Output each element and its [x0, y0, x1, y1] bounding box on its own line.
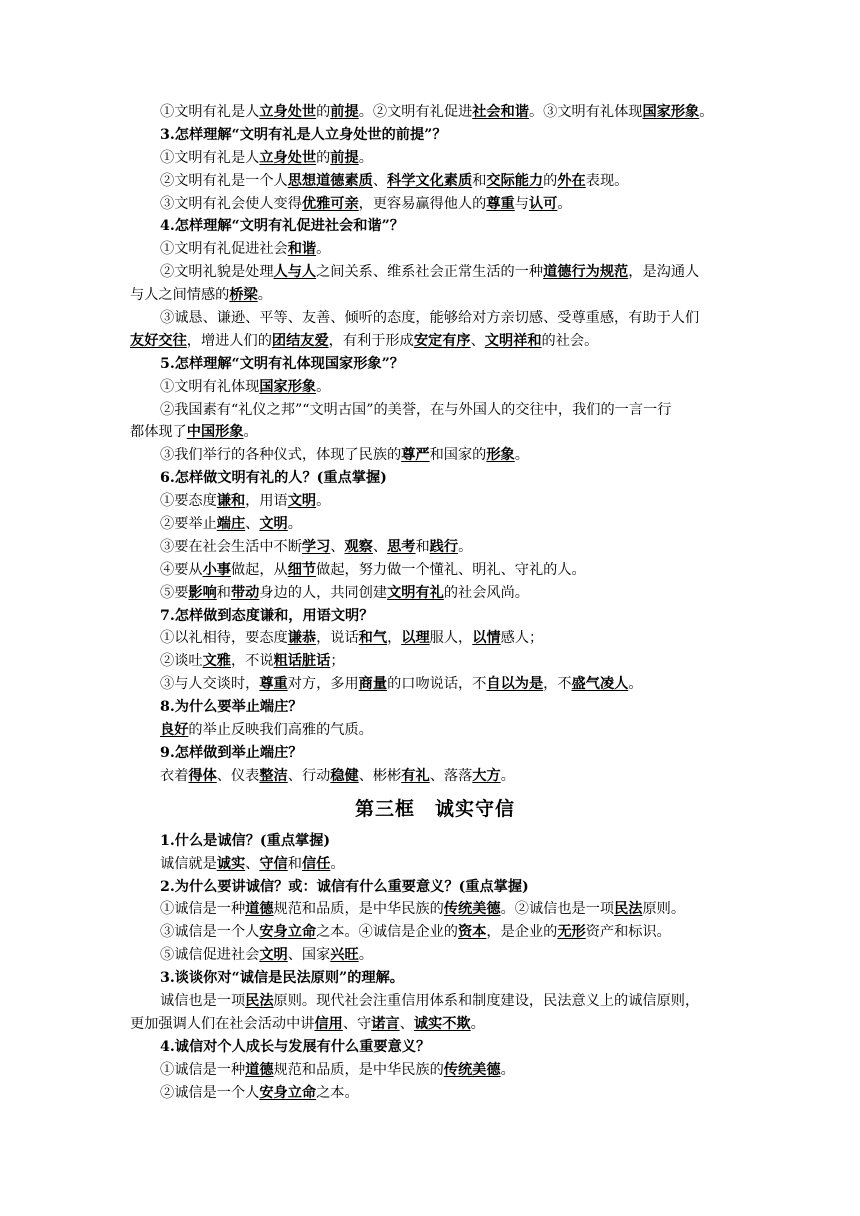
question-line — [130, 467, 740, 490]
text-segment: ⑤要 — [160, 584, 189, 601]
text-line — [130, 1059, 740, 1082]
text-line — [130, 193, 740, 216]
keyword: 思想道德素质 — [287, 172, 373, 189]
text-segment: 和 — [287, 855, 302, 872]
text-segment: ③诚恳、谦逊、平等、友善、倾听的态度，能够给对方亲切感、受尊重感，有助于人们 — [160, 310, 700, 327]
keyword: 诺言 — [371, 1015, 400, 1032]
keyword: 兴旺 — [330, 947, 359, 964]
keyword: 友好交往 — [130, 332, 187, 349]
text-segment: 。②文明有礼促进 — [358, 104, 473, 120]
question-line — [130, 215, 740, 238]
text-segment: 、落落 — [429, 767, 473, 784]
text-segment: ③要在社会生活中不断 — [160, 538, 302, 555]
text-segment: 7.怎样做到态度谦和，用语文明？ — [160, 607, 374, 624]
keyword: 文明有礼 — [387, 584, 444, 601]
text-segment: 衣着 — [160, 767, 189, 784]
text-segment: 。 — [500, 767, 515, 784]
text-line — [130, 444, 740, 467]
text-segment: ①文明有礼是人 — [160, 149, 260, 166]
text-line — [130, 719, 740, 742]
text-segment: 、 — [372, 538, 388, 555]
keyword: 观察 — [344, 538, 373, 555]
keyword: 和气 — [358, 630, 388, 647]
keyword: 小事 — [202, 561, 231, 578]
text-segment: 、国家 — [287, 947, 331, 964]
text-segment: 4.诚信对个人成长与发展有什么重要意义？ — [160, 1038, 431, 1055]
question-line — [130, 353, 740, 376]
keyword: 谦和 — [216, 493, 246, 510]
text-segment: 第三框 诚实守信 — [354, 797, 515, 820]
text-segment: ，是沟通人 — [628, 264, 700, 281]
question-line — [130, 967, 740, 990]
text-line — [130, 170, 740, 193]
keyword: 良好 — [160, 722, 189, 739]
keyword: 立身处世 — [259, 149, 317, 166]
text-segment: 与 — [514, 195, 529, 212]
text-segment: 。 — [358, 947, 373, 964]
keyword: 安定有序 — [413, 332, 471, 349]
keyword: 文雅 — [202, 653, 231, 670]
keyword: 学习 — [301, 538, 331, 555]
keyword: 思考 — [387, 538, 416, 555]
keyword: 安身立命 — [259, 924, 317, 941]
text-segment: 和 — [415, 538, 430, 555]
text-segment: ②我国素有“礼仪之邦”“文明古国”的美誉，在与外国人的交往中，我们的一言一行 — [160, 401, 672, 418]
text-line — [130, 650, 740, 673]
text-segment: 9.怎样做到举止端庄？ — [160, 744, 303, 761]
text-segment: 。③文明有礼体现 — [528, 104, 643, 120]
text-line — [130, 307, 740, 330]
keyword: 道德 — [245, 901, 274, 918]
keyword: 有礼 — [401, 767, 430, 784]
text-segment: ， — [387, 630, 402, 647]
text-segment: 原则。现代社会注重信用体系和制度建设，民法意义上的诚信原则， — [273, 992, 700, 1009]
text-segment: 。 — [458, 538, 473, 555]
text-segment: 规范和品质，是中华民族的 — [273, 901, 444, 918]
text-segment: ①文明有礼体现 — [160, 378, 260, 395]
text-segment: ，增进人们的 — [186, 332, 272, 349]
text-segment: 都体现了 — [130, 424, 187, 441]
keyword: 前提 — [330, 104, 359, 120]
text-segment: 、 — [245, 855, 260, 872]
text-segment: 的 — [543, 172, 558, 189]
text-segment: 。 — [243, 424, 258, 441]
keyword: 民法 — [245, 992, 274, 1009]
text-segment: 、行动 — [287, 767, 331, 784]
keyword: 谦恭 — [287, 630, 317, 647]
text-line — [130, 330, 740, 353]
keyword: 形象 — [486, 447, 515, 464]
keyword: 优雅可亲 — [301, 195, 359, 212]
keyword: 无形 — [557, 924, 586, 941]
text-segment: 。 — [500, 1061, 515, 1078]
keyword: 文明 — [259, 516, 288, 533]
keyword: 以理 — [401, 630, 430, 647]
text-segment: 。 — [316, 493, 331, 510]
keyword: 文明 — [259, 947, 288, 964]
text-segment: ②文明有礼是一个人 — [160, 172, 288, 189]
text-segment: 3.谈谈你对“诚信是民法原则”的理解。 — [160, 970, 404, 987]
text-segment: 资产和标识。 — [585, 924, 671, 941]
text-segment: ，用语 — [245, 493, 288, 510]
keyword: 交际能力 — [486, 172, 544, 189]
text-segment: 的 — [316, 104, 331, 120]
keyword: 得体 — [188, 767, 217, 784]
keyword: 和谐 — [287, 241, 317, 258]
text-segment: 。 — [699, 104, 714, 120]
text-segment: ③我们举行的各种仪式，体现了民族的 — [160, 447, 402, 464]
text-segment: 2.为什么要讲诚信？或：诚信有什么重要意义？(重点掌握) — [160, 878, 529, 895]
keyword: 稳健 — [330, 767, 359, 784]
text-segment: 之间关系、维系社会正常生活的一种 — [316, 264, 544, 281]
text-segment: 做起，努力做一个懂礼、明礼、守礼的人。 — [316, 561, 586, 578]
keyword: 带动 — [230, 584, 260, 601]
text-segment: 服人， — [429, 630, 473, 647]
text-segment: 4.怎样理解“文明有礼促进社会和谐”？ — [160, 218, 404, 235]
keyword: 资本 — [457, 924, 487, 941]
text-segment: 规范和品质，是中华民族的 — [273, 1061, 444, 1078]
text-segment: 更加强调人们在社会活动中讲 — [130, 1015, 315, 1032]
text-line — [130, 238, 740, 261]
question-line — [130, 876, 740, 899]
keyword: 国家形象 — [259, 378, 317, 395]
text-segment: 。 — [287, 516, 302, 533]
text-segment: 。 — [358, 149, 373, 166]
text-segment: 。 — [316, 378, 331, 395]
keyword: 大方 — [472, 767, 501, 784]
text-segment: ③诚信是一个人 — [160, 924, 260, 941]
text-segment: ①要态度 — [160, 493, 217, 510]
text-segment: ④要从 — [160, 561, 203, 578]
keyword: 桥梁 — [229, 287, 258, 304]
keyword: 认可 — [528, 195, 558, 212]
section-heading — [130, 788, 740, 830]
text-segment: 6.怎样做文明有礼的人？(重点掌握) — [160, 470, 387, 487]
text-line — [130, 627, 740, 650]
text-segment: ③文明有礼会使人变得 — [160, 195, 302, 212]
keyword: 立身处世 — [259, 104, 317, 120]
text-line — [130, 990, 740, 1013]
text-line — [130, 101, 740, 124]
text-segment: ①诚信是一种 — [160, 1061, 246, 1078]
text-segment: 的 — [316, 149, 331, 166]
text-segment: 、 — [245, 516, 260, 533]
text-line — [130, 898, 740, 921]
keyword: 影响 — [188, 584, 217, 601]
text-segment: ①诚信是一种 — [160, 901, 246, 918]
keyword: 盛气凌人 — [571, 676, 629, 693]
text-segment: 之本。④诚信是企业的 — [316, 924, 458, 941]
text-segment: 和 — [216, 584, 231, 601]
text-segment: 、守 — [342, 1015, 372, 1032]
text-segment: 8.为什么要举止端庄？ — [160, 699, 303, 716]
text-segment: 。 — [628, 676, 643, 693]
text-segment: ，不 — [543, 676, 572, 693]
text-segment: ，有利于形成 — [328, 332, 414, 349]
keyword: 科学文化素质 — [387, 172, 473, 189]
text-line — [130, 921, 740, 944]
text-line — [130, 147, 740, 170]
text-segment: 、 — [470, 332, 485, 349]
keyword: 尊重 — [486, 195, 515, 212]
question-line — [130, 696, 740, 719]
text-segment: 的社会。 — [541, 332, 599, 349]
keyword: 以情 — [472, 630, 501, 647]
question-line — [130, 830, 740, 853]
keyword: 人与人 — [273, 264, 317, 281]
text-line — [130, 1013, 740, 1036]
text-segment: ①以礼相待，要态度 — [160, 630, 288, 647]
text-segment: ①文明有礼促进社会 — [160, 241, 288, 258]
keyword: 外在 — [557, 172, 586, 189]
text-segment: 诚信就是 — [160, 855, 217, 872]
text-line — [130, 490, 740, 513]
text-segment: 与人之间情感的 — [130, 287, 230, 304]
text-segment: 之本。 — [316, 1084, 359, 1101]
keyword: 信任 — [301, 855, 331, 872]
question-line — [130, 605, 740, 628]
keyword: 细节 — [287, 561, 317, 578]
text-line — [130, 673, 740, 696]
text-line — [130, 582, 740, 605]
text-segment: 表现。 — [585, 172, 629, 189]
question-line — [130, 742, 740, 765]
keyword: 民法 — [614, 901, 643, 918]
keyword: 尊严 — [401, 447, 430, 464]
text-segment: 、 — [330, 538, 345, 555]
text-segment: ，说话 — [316, 630, 359, 647]
keyword: 自以为是 — [486, 676, 544, 693]
text-segment: 5.怎样理解“文明有礼体现国家形象”？ — [160, 355, 404, 372]
question-line — [130, 1036, 740, 1059]
keyword: 商量 — [358, 676, 388, 693]
text-segment: 。 — [257, 287, 272, 304]
document-body — [130, 101, 740, 1104]
text-line — [130, 944, 740, 967]
text-segment: 、仪表 — [216, 767, 260, 784]
text-line — [130, 536, 740, 559]
text-segment: ，更容易赢得他人的 — [358, 195, 487, 212]
keyword: 社会和谐 — [472, 104, 529, 120]
keyword: 安身立命 — [259, 1084, 317, 1101]
text-segment: 的社会风尚。 — [443, 584, 529, 601]
keyword: 国家形象 — [642, 104, 700, 120]
text-segment: ②文明礼貌是处理 — [160, 264, 274, 281]
text-segment: ，是企业的 — [486, 924, 558, 941]
keyword: 文明 — [287, 493, 317, 510]
text-segment: ； — [330, 653, 345, 670]
text-segment: 和国家的 — [429, 447, 487, 464]
text-line — [130, 284, 740, 307]
keyword: 整洁 — [259, 767, 288, 784]
keyword: 前提 — [330, 149, 359, 166]
text-segment: ①文明有礼是人 — [160, 104, 260, 120]
text-segment: 。 — [470, 1015, 485, 1032]
text-segment: 做起，从 — [230, 561, 288, 578]
text-line — [130, 399, 740, 422]
keyword: 践行 — [429, 538, 459, 555]
text-segment: 。②诚信也是一项 — [500, 901, 615, 918]
text-segment: 和 — [472, 172, 487, 189]
text-line — [130, 765, 740, 788]
keyword: 道德行为规范 — [543, 264, 629, 281]
text-segment: 。 — [316, 241, 331, 258]
text-line — [130, 853, 740, 876]
text-line — [130, 376, 740, 399]
text-segment: 。 — [514, 447, 529, 464]
text-segment: 的口吻说话，不 — [387, 676, 487, 693]
text-segment: 1.什么是诚信？(重点掌握) — [160, 832, 331, 849]
keyword: 中国形象 — [186, 424, 244, 441]
keyword: 道德 — [245, 1061, 274, 1078]
keyword: 传统美德 — [443, 1061, 501, 1078]
text-segment: 原则。 — [642, 901, 686, 918]
keyword: 团结友爱 — [271, 332, 329, 349]
text-segment: 。 — [557, 195, 572, 212]
keyword: 传统美德 — [443, 901, 501, 918]
text-segment: 身边的人，共同创建 — [259, 584, 388, 601]
text-segment: ，不说 — [230, 653, 274, 670]
question-line — [130, 124, 740, 147]
text-segment: ③与人交谈时， — [160, 676, 260, 693]
text-segment: 。 — [330, 855, 345, 872]
text-segment: 3.怎样理解“文明有礼是人立身处世的前提”？ — [160, 126, 447, 143]
text-segment: 、 — [399, 1015, 414, 1032]
text-line — [130, 421, 740, 444]
keyword: 尊重 — [259, 676, 288, 693]
keyword: 粗话脏话 — [273, 653, 331, 670]
keyword: 诚实 — [216, 855, 246, 872]
text-segment: ⑤诚信促进社会 — [160, 947, 260, 964]
text-segment: ②诚信是一个人 — [160, 1084, 260, 1101]
text-segment: 的举止反映我们高雅的气质。 — [188, 722, 373, 739]
text-segment: ②要举止 — [160, 516, 217, 533]
keyword: 守信 — [259, 855, 288, 872]
text-segment: 对方，多用 — [287, 676, 359, 693]
text-line — [130, 559, 740, 582]
keyword: 文明祥和 — [484, 332, 542, 349]
keyword: 信用 — [314, 1015, 343, 1032]
text-segment: 、 — [372, 172, 388, 189]
text-line — [130, 513, 740, 536]
text-segment: ②谈吐 — [160, 653, 203, 670]
text-segment: 感人； — [500, 630, 544, 647]
keyword: 诚实不欺 — [413, 1015, 471, 1032]
keyword: 端庄 — [216, 516, 246, 533]
text-segment: 诚信也是一项 — [160, 992, 246, 1009]
text-line — [130, 1082, 740, 1105]
text-line — [130, 261, 740, 284]
text-segment: 、彬彬 — [358, 767, 402, 784]
